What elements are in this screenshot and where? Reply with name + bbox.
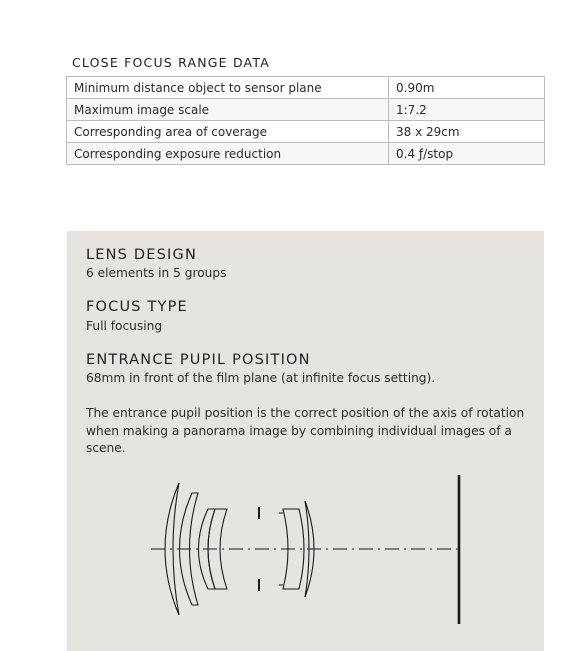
table-row [67, 77, 545, 99]
lens-cross-section-diagram-icon [67, 231, 544, 651]
entrance-pupil-description: The entrance pupil position is the correct position of the axis of rotation when making a panorama image by combining individual images of a scene. [86, 406, 525, 455]
focus-type-text: Full focusing [86, 319, 163, 333]
table-row [67, 121, 545, 143]
entrance-pupil-heading: ENTRANCE PUPIL POSITION [86, 352, 311, 368]
table-cell-label: Corresponding area of coverage [67, 121, 389, 143]
table-cell-value: 1:7.2 [389, 99, 545, 121]
entrance-pupil-text: 68mm in front of the film plane (at infinite focus setting). [86, 371, 436, 385]
table-row [67, 99, 545, 121]
table-cell-value: 0.90m [389, 77, 545, 99]
table-cell-label: Maximum image scale [67, 99, 389, 121]
close-focus-table [66, 76, 545, 165]
table-cell-value: 0.4 ƒ/stop [389, 143, 545, 165]
table-cell-value: 38 x 29cm [389, 121, 545, 143]
table-row [67, 143, 545, 165]
table-cell-label: Corresponding exposure reduction [67, 143, 389, 165]
lens-design-text: 6 elements in 5 groups [86, 266, 227, 280]
table-cell-label: Minimum distance object to sensor plane [67, 77, 389, 99]
close-focus-title: CLOSE FOCUS RANGE DATA [72, 55, 270, 70]
focus-type-heading: FOCUS TYPE [86, 299, 188, 315]
lens-design-heading: LENS DESIGN [86, 247, 197, 263]
lens-info-panel [67, 231, 544, 651]
